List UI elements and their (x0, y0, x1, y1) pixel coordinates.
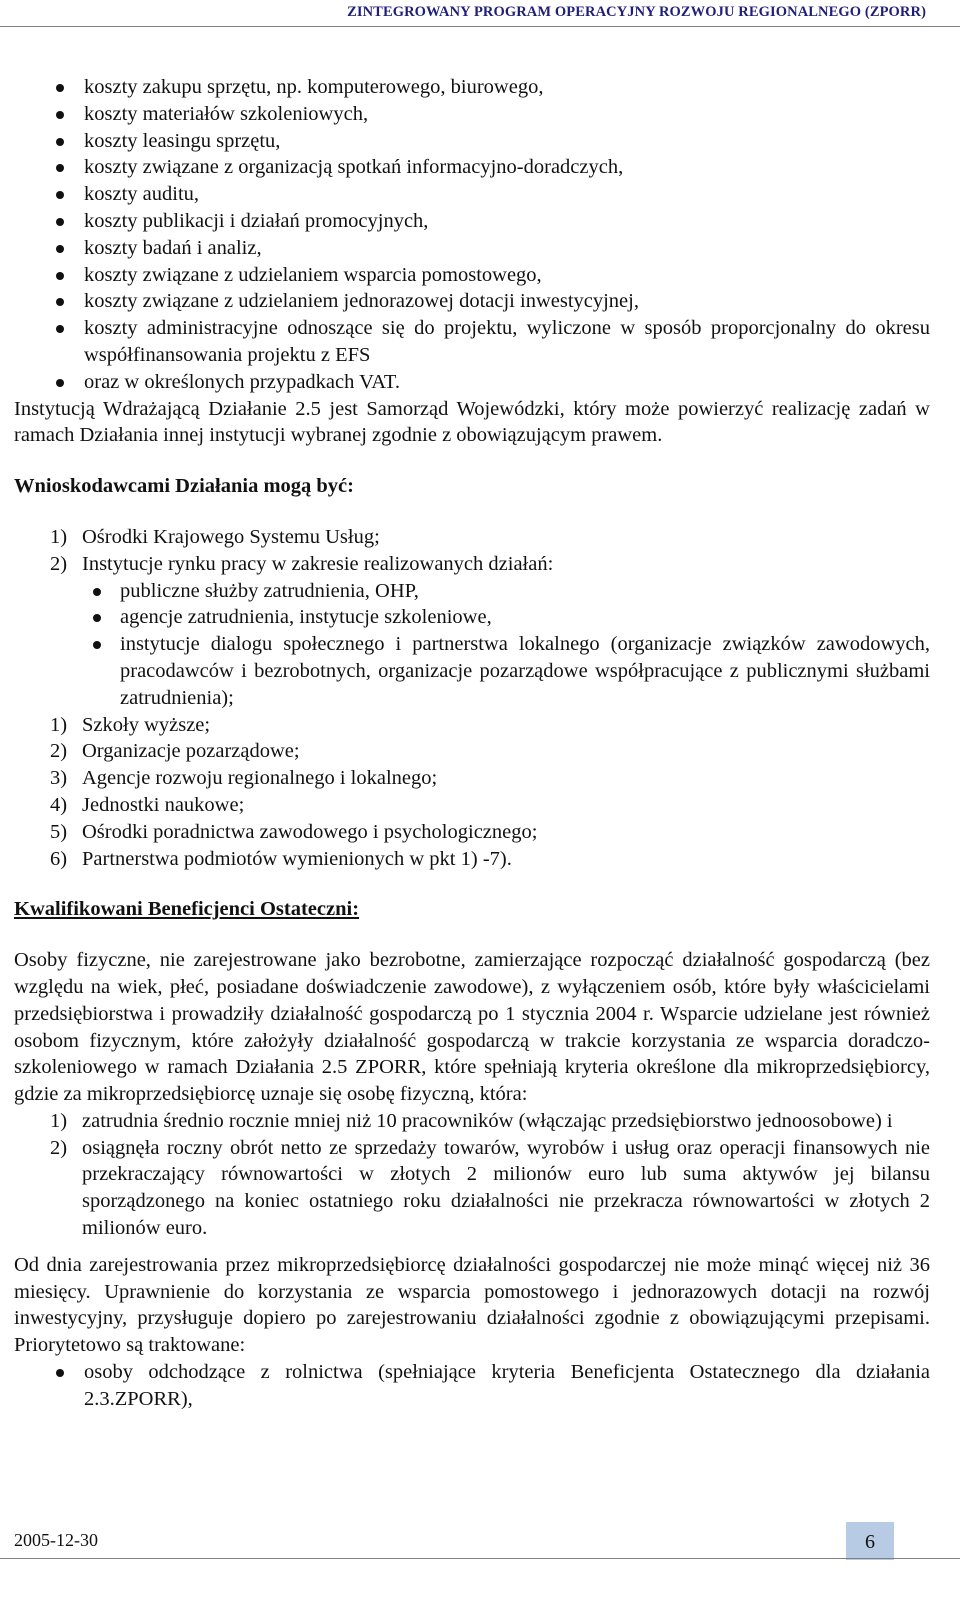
item-number: 1) (50, 713, 68, 736)
header-divider (0, 26, 960, 27)
registration-paragraph: Od dnia zarejestrowania przez mikroprzedsiębiorcę działalności gospodarczej nie może minąć więcej niż 36 miesięcy. Uprawnienie do korzystania ze wsparcia pomostowego i jednorazowych dotacji na rozwój inwestycyjny, przysługuje dopiero po zarejestrowaniu działalności zgodnie z obowiązującymi przepisami. Priorytetowo są traktowane: (14, 1253, 930, 1357)
applicants-list (14, 524, 930, 578)
document-header: ZINTEGROWANY PROGRAM OPERACYJNY ROZWOJU REGIONALNEGO (ZPORR) (347, 4, 926, 20)
list-item (14, 712, 930, 739)
list-item (14, 1135, 930, 1242)
list-item: koszty zakupu sprzętu, np. komputerowego, biurowego, (14, 74, 930, 101)
item-number: 3) (50, 767, 68, 790)
item-number: 6) (50, 847, 68, 870)
item-text: Ośrodki Krajowego Systemu Usług; (82, 525, 380, 548)
list-item (14, 738, 930, 765)
item-text: Ośrodki poradnictwa zawodowego i psychologicznego; (82, 820, 538, 843)
item-number: 1) (50, 1109, 68, 1132)
item-number: 5) (50, 820, 68, 843)
item-text: Agencje rozwoju regionalnego i lokalnego; (82, 767, 438, 790)
list-item (14, 765, 930, 792)
list-item: koszty publikacji i działań promocyjnych, (14, 208, 930, 235)
list-item (14, 524, 930, 551)
page-number: 6 (846, 1522, 894, 1560)
labour-market-sublist (14, 578, 930, 712)
item-text: Organizacje pozarządowe; (82, 740, 300, 763)
list-item (14, 1108, 930, 1135)
list-item (14, 819, 930, 846)
cost-list (14, 74, 930, 396)
item-text: osiągnęła roczny obrót netto ze sprzedaży towarów, wyrobów i usług oraz operacji finansowych nie przekraczający równowartości w złotych 2 milionów euro lub suma aktywów jej bilansu sporządzonego na koniec ostatniego roku działalności nie przekracza równowartości w złotych 2 milionów euro. (82, 1136, 930, 1240)
beneficiaries-intro: Osoby fizyczne, nie zarejestrowane jako bezrobotne, zamierzające rozpocząć działalność gospodarczą (bez względu na wiek, płeć, posiadane doświadczenie zawodowe), z wyłączeniem osób, które były właścicielami przedsiębiorstwa i prowadziły działalność gospodarczą po 1 stycznia 2004 r. Wsparcie udzielane jest również osobom fizycznym, które założyły działalność gospodarczą w trakcie korzystania ze wsparcia doradczo-szkoleniowego w ramach Działania 2.5 ZPORR, które spełniają kryteria określone dla mikroprzedsiębiorcy, gdzie za mikroprzedsiębiorcę uznaje się osobę fizyczną, która: (14, 949, 930, 1106)
list-item (14, 846, 930, 873)
list-item: koszty administracyjne odnoszące się do projektu, wyliczone w sposób proporcjonalny do okresu współfinansowania projektu z EFS (14, 315, 930, 369)
item-text: Instytucje rynku pracy w zakresie realizowanych działań: (82, 552, 554, 575)
list-item: instytucje dialogu społecznego i partnerstwa lokalnego (organizacje związków zawodowych, pracodawców i bezrobotnych, organizacje pozarządowe współpracujące z publicznymi służbami zatrudnienia); (14, 631, 930, 711)
footer-divider (0, 1558, 960, 1559)
list-item: koszty leasingu sprzętu, (14, 128, 930, 155)
list-item: publiczne służby zatrudnienia, OHP, (14, 578, 930, 605)
list-item: koszty związane z udzielaniem wsparcia pomostowego, (14, 262, 930, 289)
footer-date: 2005-12-30 (14, 1530, 98, 1550)
item-number: 2) (50, 740, 68, 763)
beneficiaries-heading: Kwalifikowani Beneficjenci Ostateczni: (14, 898, 360, 921)
applicants-heading: Wnioskodawcami Działania mogą być: (14, 475, 354, 498)
list-item (14, 551, 930, 578)
list-item: oraz w określonych przypadkach VAT. (14, 369, 930, 396)
list-item: koszty materiałów szkoleniowych, (14, 101, 930, 128)
list-item (14, 792, 930, 819)
list-item: osoby odchodzące z rolnictwa (spełniające kryteria Beneficjenta Ostatecznego dla działania 2.3.ZPORR), (14, 1359, 930, 1413)
list-item: koszty związane z udzielaniem jednorazowej dotacji inwestycyjnej, (14, 288, 930, 315)
item-text: Jednostki naukowe; (82, 793, 245, 816)
list-item: koszty badań i analiz, (14, 235, 930, 262)
priority-list (14, 1359, 930, 1413)
institution-paragraph: Instytucją Wdrażającą Działanie 2.5 jest Samorząd Wojewódzki, który może powierzyć realizację zadań w ramach Działania innej instytucji wybranej zgodnie z obowiązującym prawem. (14, 397, 930, 447)
item-number: 4) (50, 793, 68, 816)
item-number: 2) (50, 1136, 68, 1159)
item-text: Szkoły wyższe; (82, 713, 211, 736)
item-text: zatrudnia średnio rocznie mniej niż 10 pracowników (włączając przedsiębiorstwo jednoosobowe) i (82, 1109, 893, 1132)
list-item: koszty związane z organizacją spotkań informacyjno-doradczych, (14, 154, 930, 181)
item-text: Partnerstwa podmiotów wymienionych w pkt 1) -7). (82, 847, 512, 870)
microenterprise-criteria (14, 1108, 930, 1242)
list-item: agencje zatrudnienia, instytucje szkoleniowe, (14, 604, 930, 631)
list-item: koszty auditu, (14, 181, 930, 208)
item-number: 1) (50, 525, 68, 548)
applicants-list-continued (14, 712, 930, 873)
item-number: 2) (50, 552, 68, 575)
page-content (14, 74, 930, 1413)
